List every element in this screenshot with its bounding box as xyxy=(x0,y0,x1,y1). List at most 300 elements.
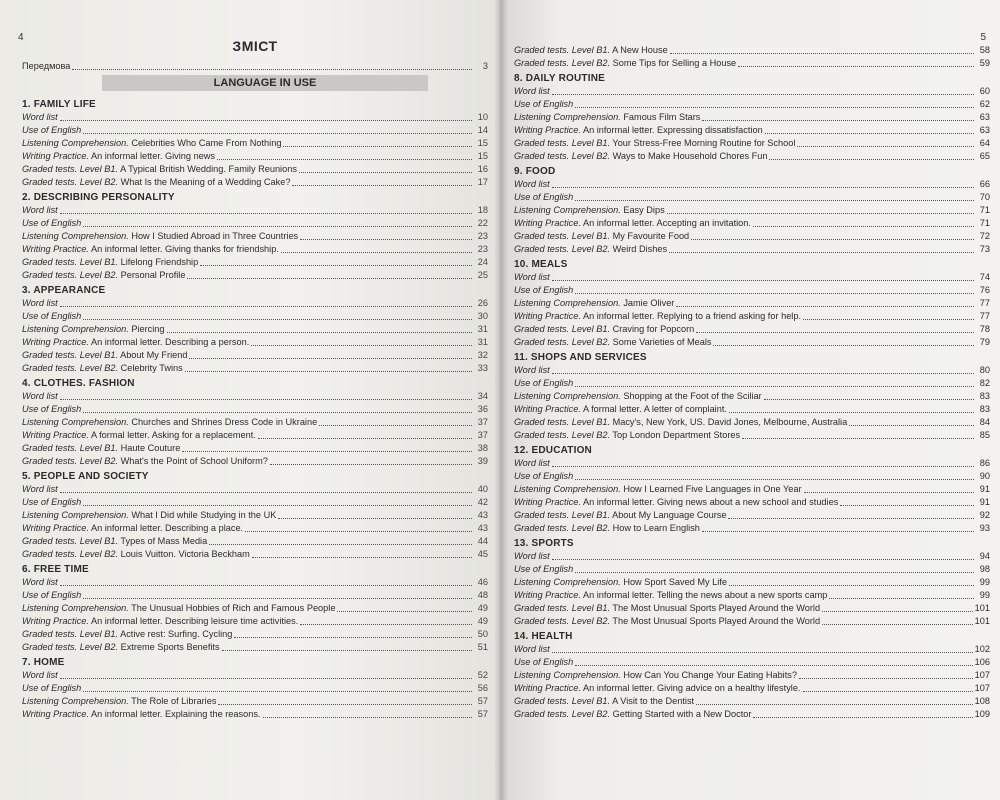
toc-entry xyxy=(22,163,488,176)
toc-entry xyxy=(22,641,488,654)
entry-type: Writing Practice. xyxy=(22,709,89,719)
entry-type: Graded tests. Level B2. xyxy=(514,616,611,626)
page-ref: 79 xyxy=(979,337,990,347)
page-ref: 93 xyxy=(979,523,990,533)
page-ref: 45 xyxy=(477,549,488,559)
dot-leader xyxy=(552,466,974,467)
dot-leader xyxy=(803,319,974,320)
section-heading: 12. EDUCATION xyxy=(514,445,592,456)
entry-label xyxy=(514,589,827,602)
entry-label xyxy=(22,708,261,721)
entry-title: An informal letter. Accepting an invitation. xyxy=(582,218,751,228)
toc-entry xyxy=(22,297,488,310)
entry-title: About My Friend xyxy=(120,350,188,360)
section-heading: 7. HOME xyxy=(22,657,65,668)
toc-entry xyxy=(514,470,990,483)
entry-label xyxy=(514,364,550,377)
toc-entry xyxy=(514,124,990,137)
entry-title: Haute Couture xyxy=(120,443,181,453)
entry-title: How I Learned Five Languages in One Year xyxy=(623,484,802,494)
entry-label xyxy=(22,362,183,375)
dot-leader xyxy=(575,665,972,666)
toc-entry xyxy=(514,230,990,243)
page-ref: 84 xyxy=(979,417,990,427)
page-ref: 77 xyxy=(979,311,990,321)
page-ref: 40 xyxy=(477,484,488,494)
entry-title: Jamie Oliver xyxy=(623,298,675,308)
dot-leader xyxy=(753,717,972,718)
page-ref: 50 xyxy=(477,629,488,639)
toc-section xyxy=(514,259,990,349)
page-number: 4 xyxy=(18,32,24,43)
entry-title: An informal letter. Describing a person. xyxy=(90,337,250,347)
entry-type: Listening Comprehension. xyxy=(22,231,129,241)
section-heading: 13. SPORTS xyxy=(514,538,574,549)
entry-type: Writing Practice. xyxy=(514,125,581,135)
entry-label xyxy=(22,589,81,602)
toc-entry xyxy=(22,217,488,230)
toc-entry xyxy=(514,271,990,284)
dot-leader xyxy=(83,226,472,227)
entry-type: Listening Comprehension. xyxy=(22,696,129,706)
toc-entry xyxy=(514,377,990,390)
dot-leader xyxy=(575,200,974,201)
entry-type: Graded tests. Level B1. xyxy=(22,164,119,174)
dot-leader xyxy=(182,451,472,452)
toc-entry xyxy=(22,310,488,323)
toc-entry xyxy=(22,336,488,349)
toc-entry xyxy=(22,362,488,375)
page-ref: 90 xyxy=(979,471,990,481)
page-ref: 26 xyxy=(477,298,488,308)
toc-entry xyxy=(514,85,990,98)
book-gutter xyxy=(494,0,508,800)
page-ref: 94 xyxy=(979,551,990,561)
entry-title: My Favourite Food xyxy=(612,231,690,241)
section-heading: 10. MEALS xyxy=(514,259,568,270)
page-ref: 58 xyxy=(979,45,990,55)
dot-leader xyxy=(742,438,974,439)
right-page xyxy=(500,0,1000,800)
entry-label xyxy=(22,669,58,682)
page-ref: 63 xyxy=(979,125,990,135)
entry-title: Piercing xyxy=(131,324,165,334)
entry-label xyxy=(22,682,81,695)
entry-type: Word list xyxy=(514,272,550,282)
toc-entry xyxy=(22,589,488,602)
toc-entry xyxy=(514,643,990,656)
page-ref: 46 xyxy=(477,577,488,587)
entry-title: Churches and Shrines Dress Code in Ukraine xyxy=(131,417,318,427)
entry-type: Listening Comprehension. xyxy=(22,510,129,520)
page-ref: 98 xyxy=(979,564,990,574)
dot-leader xyxy=(83,319,472,320)
entry-title: Your Stress-Free Morning Routine for School xyxy=(612,138,796,148)
dot-leader xyxy=(222,650,472,651)
dot-leader xyxy=(337,611,472,612)
page-ref: 48 xyxy=(477,590,488,600)
entry-type: Word list xyxy=(22,391,58,401)
toc-section xyxy=(514,73,990,163)
dot-leader xyxy=(83,598,472,599)
entry-title: Some Varieties of Meals xyxy=(612,337,712,347)
entry-label xyxy=(22,124,81,137)
dot-leader xyxy=(217,159,472,160)
page-ref: 108 xyxy=(974,696,990,706)
toc-entry xyxy=(514,137,990,150)
toc-entry xyxy=(22,176,488,189)
toc-entry xyxy=(22,682,488,695)
entry-title: Active rest: Surfing. Cycling xyxy=(120,629,233,639)
dot-leader xyxy=(234,637,472,638)
toc-entry xyxy=(22,323,488,336)
dot-leader xyxy=(765,133,974,134)
entry-title: An informal letter. Giving advice on a healthy lifestyle. xyxy=(582,683,801,693)
entry-title: The Most Unusual Sports Played Around the World xyxy=(612,616,821,626)
toc-section xyxy=(22,564,488,654)
toc-entry xyxy=(22,111,488,124)
dot-leader xyxy=(209,544,472,545)
entry-label xyxy=(514,57,736,70)
page-ref: 10 xyxy=(477,112,488,122)
page-ref: 32 xyxy=(477,350,488,360)
toc-entry xyxy=(22,416,488,429)
entry-title: Some Tips for Selling a House xyxy=(612,58,737,68)
page-ref: 57 xyxy=(477,696,488,706)
page-ref: 17 xyxy=(477,177,488,187)
entry-type: Graded tests. Level B1. xyxy=(514,603,611,613)
page-ref: 49 xyxy=(477,603,488,613)
page-ref: 37 xyxy=(477,430,488,440)
page-ref: 74 xyxy=(979,272,990,282)
page-ref: 23 xyxy=(477,231,488,241)
entry-type: Word list xyxy=(514,179,550,189)
entry-label xyxy=(22,349,187,362)
entry-title: Craving for Popcorn xyxy=(612,324,695,334)
entry-label xyxy=(22,390,58,403)
page-ref: 92 xyxy=(979,510,990,520)
entry-label xyxy=(22,442,180,455)
dot-leader xyxy=(769,159,974,160)
page-ref: 14 xyxy=(477,125,488,135)
dot-leader xyxy=(575,479,974,480)
dot-leader xyxy=(764,399,974,400)
dot-leader xyxy=(185,371,472,372)
dot-leader xyxy=(60,585,472,586)
toc-entry xyxy=(514,509,990,522)
entry-type: Writing Practice. xyxy=(22,523,89,533)
page-ref: 62 xyxy=(979,99,990,109)
toc-entry xyxy=(514,416,990,429)
entry-label xyxy=(22,310,81,323)
toc-entry xyxy=(514,204,990,217)
page-ref: 24 xyxy=(477,257,488,267)
toc-entry xyxy=(22,403,488,416)
toc-entry xyxy=(514,364,990,377)
page-ref: 63 xyxy=(979,112,990,122)
page-ref: 57 xyxy=(477,709,488,719)
toc-entry xyxy=(514,243,990,256)
page-ref: 36 xyxy=(477,404,488,414)
toc-entry xyxy=(514,323,990,336)
entry-title: What's the Point of School Uniform? xyxy=(120,456,268,466)
entry-title: Types of Mass Media xyxy=(120,536,208,546)
entry-type: Graded tests. Level B2. xyxy=(514,430,611,440)
dot-leader xyxy=(83,412,472,413)
page-ref: 91 xyxy=(979,484,990,494)
entry-label xyxy=(22,256,198,269)
entry-type: Graded tests. Level B1. xyxy=(22,629,119,639)
entry-title: How Sport Saved My Life xyxy=(623,577,727,587)
toc-entry xyxy=(22,230,488,243)
toc-entry xyxy=(514,284,990,297)
entry-label xyxy=(514,470,573,483)
page-ref: 80 xyxy=(979,365,990,375)
dot-leader xyxy=(300,239,472,240)
entry-type: Listening Comprehension. xyxy=(514,391,621,401)
section-heading: 6. FREE TIME xyxy=(22,564,89,575)
toc-entry xyxy=(514,310,990,323)
toc-entry xyxy=(22,576,488,589)
toc-entry xyxy=(514,178,990,191)
entry-title: Personal Profile xyxy=(120,270,186,280)
entry-title: Celebrity Twins xyxy=(120,363,183,373)
section-heading: 5. PEOPLE AND SOCIETY xyxy=(22,471,149,482)
toc-entry xyxy=(22,615,488,628)
dot-leader xyxy=(702,120,974,121)
entry-type: Graded tests. Level B2. xyxy=(514,58,611,68)
toc-section xyxy=(22,192,488,282)
entry-label xyxy=(22,548,250,561)
entry-type: Graded tests. Level B1. xyxy=(514,696,611,706)
toc-section xyxy=(514,445,990,535)
dot-leader xyxy=(575,107,974,108)
entry-label xyxy=(514,111,700,124)
dot-leader xyxy=(729,585,974,586)
entry-label xyxy=(22,455,268,468)
entry-type: Graded tests. Level B1. xyxy=(514,417,611,427)
toc-entry xyxy=(22,204,488,217)
entry-type: Writing Practice. xyxy=(22,430,89,440)
page-number: 5 xyxy=(980,32,986,43)
entry-type: Writing Practice. xyxy=(514,218,581,228)
dot-leader xyxy=(728,518,974,519)
entry-type: Word list xyxy=(22,112,58,122)
entry-type: Writing Practice. xyxy=(22,616,89,626)
page-ref: 34 xyxy=(477,391,488,401)
toc-entry xyxy=(514,150,990,163)
entry-label xyxy=(22,641,220,654)
entry-label xyxy=(514,137,795,150)
page-ref: 72 xyxy=(979,231,990,241)
page-ref: 66 xyxy=(979,179,990,189)
entry-label xyxy=(514,44,668,57)
entry-type: Graded tests. Level B1. xyxy=(22,257,119,267)
entry-label xyxy=(22,176,290,189)
toc-entry xyxy=(514,576,990,589)
page-ref: 25 xyxy=(477,270,488,280)
entry-type: Word list xyxy=(22,577,58,587)
entry-title: What I Did while Studying in the UK xyxy=(131,510,277,520)
page-ref: 44 xyxy=(477,536,488,546)
entry-type: Word list xyxy=(22,670,58,680)
dot-leader xyxy=(200,265,472,266)
toc-entry xyxy=(514,429,990,442)
entry-label xyxy=(514,98,573,111)
section-heading: 2. DESCRIBING PERSONALITY xyxy=(22,192,175,203)
dot-leader xyxy=(691,239,974,240)
dot-leader xyxy=(292,185,472,186)
toc-section xyxy=(22,99,488,189)
entry-label xyxy=(22,230,298,243)
toc-entry xyxy=(514,550,990,563)
toc-entry xyxy=(22,256,488,269)
dot-leader xyxy=(829,598,974,599)
page-ref: 107 xyxy=(974,670,990,680)
preface-label: Передмова xyxy=(22,61,71,71)
toc-entry xyxy=(22,669,488,682)
page-ref: 86 xyxy=(979,458,990,468)
dot-leader xyxy=(676,306,974,307)
entry-label xyxy=(22,483,58,496)
page-ref: 65 xyxy=(979,151,990,161)
dot-leader xyxy=(278,518,472,519)
section-heading: 14. HEALTH xyxy=(514,631,573,642)
entry-label xyxy=(514,602,820,615)
dot-leader xyxy=(270,464,472,465)
entry-type: Word list xyxy=(514,86,550,96)
page-ref: 31 xyxy=(477,324,488,334)
entry-type: Listening Comprehension. xyxy=(514,670,621,680)
entry-label xyxy=(514,178,550,191)
dot-leader xyxy=(189,358,472,359)
entry-title: A New House xyxy=(612,45,668,55)
left-sections xyxy=(22,99,488,721)
entry-type: Use of English xyxy=(22,683,82,693)
dot-leader xyxy=(822,624,973,625)
toc-entry xyxy=(514,297,990,310)
entry-type: Word list xyxy=(514,644,550,654)
toc-entry xyxy=(22,628,488,641)
entry-type: Use of English xyxy=(514,657,574,667)
page-ref: 106 xyxy=(974,657,990,667)
entry-type: Graded tests. Level B2. xyxy=(22,177,119,187)
entry-label xyxy=(514,150,767,163)
entry-title: Top London Department Stores xyxy=(612,430,741,440)
entry-label xyxy=(22,628,232,641)
dot-leader xyxy=(83,691,472,692)
toc-entry xyxy=(514,708,990,721)
toc-entry xyxy=(514,98,990,111)
page-ref: 18 xyxy=(477,205,488,215)
dot-leader xyxy=(552,280,974,281)
entry-title: A formal letter. A letter of complaint. xyxy=(582,404,727,414)
toc-section xyxy=(22,378,488,468)
dot-leader xyxy=(753,226,974,227)
toc-entry xyxy=(514,682,990,695)
entry-label xyxy=(514,695,694,708)
entry-type: Graded tests. Level B2. xyxy=(514,709,611,719)
entry-type: Listening Comprehension. xyxy=(514,577,621,587)
dot-leader xyxy=(822,611,973,612)
entry-label xyxy=(22,137,281,150)
toc-entry xyxy=(22,535,488,548)
entry-type: Use of English xyxy=(22,497,82,507)
dot-leader xyxy=(60,213,472,214)
entry-label xyxy=(22,509,276,522)
entry-type: Graded tests. Level B1. xyxy=(514,231,611,241)
entry-label xyxy=(22,336,249,349)
toc-entry xyxy=(22,150,488,163)
section-heading: 4. CLOTHES. FASHION xyxy=(22,378,135,389)
page-ref: 52 xyxy=(477,670,488,680)
entry-type: Word list xyxy=(514,458,550,468)
entry-type: Listening Comprehension. xyxy=(514,112,621,122)
entry-type: Use of English xyxy=(514,192,574,202)
toc-entry xyxy=(514,44,990,57)
toc-entry xyxy=(514,695,990,708)
dot-leader xyxy=(797,146,974,147)
entry-title: A Visit to the Dentist xyxy=(612,696,695,706)
entry-type: Use of English xyxy=(514,378,574,388)
entry-label xyxy=(22,297,58,310)
entry-label xyxy=(514,550,550,563)
toc-entry xyxy=(22,269,488,282)
entry-type: Graded tests. Level B2. xyxy=(514,337,611,347)
toc-entry xyxy=(514,403,990,416)
section-heading: 8. DAILY ROUTINE xyxy=(514,73,605,84)
entry-title: Famous Film Stars xyxy=(623,112,701,122)
entry-label xyxy=(514,243,667,256)
entry-label xyxy=(514,483,802,496)
entry-type: Listening Comprehension. xyxy=(514,205,621,215)
entry-type: Writing Practice. xyxy=(22,337,89,347)
entry-title: Louis Vuitton. Victoria Beckham xyxy=(120,549,250,559)
entry-title: How Can You Change Your Eating Habits? xyxy=(623,670,797,680)
toc-entry xyxy=(514,111,990,124)
entry-label xyxy=(22,615,298,628)
toc-entry xyxy=(514,496,990,509)
toc-entry xyxy=(514,522,990,535)
entry-type: Use of English xyxy=(514,99,574,109)
entry-type: Graded tests. Level B2. xyxy=(22,549,119,559)
dot-leader xyxy=(263,717,473,718)
entry-title: Celebrities Who Came From Nothing xyxy=(131,138,282,148)
section-heading: 11. SHOPS AND SERVICES xyxy=(514,352,647,363)
entry-label xyxy=(514,563,573,576)
preface-row xyxy=(22,60,488,73)
entry-label xyxy=(514,336,711,349)
entry-title: An informal letter. Describing leisure time activities. xyxy=(90,616,299,626)
entry-type: Graded tests. Level B1. xyxy=(22,443,119,453)
section-heading: 9. FOOD xyxy=(514,166,556,177)
dot-leader xyxy=(281,252,472,253)
page-ref: 33 xyxy=(477,363,488,373)
entry-type: Writing Practice. xyxy=(514,590,581,600)
toc-entry xyxy=(514,563,990,576)
toc-entry xyxy=(22,124,488,137)
page-ref: 101 xyxy=(974,603,990,613)
dot-leader xyxy=(803,691,973,692)
dot-leader xyxy=(552,559,974,560)
entry-title: How to Learn English xyxy=(612,523,700,533)
right-sections xyxy=(514,73,990,721)
entry-type: Use of English xyxy=(514,471,574,481)
entry-label xyxy=(514,85,550,98)
entry-title: Ways to Make Household Chores Fun xyxy=(612,151,768,161)
entry-label xyxy=(514,271,550,284)
entry-type: Writing Practice. xyxy=(514,404,581,414)
